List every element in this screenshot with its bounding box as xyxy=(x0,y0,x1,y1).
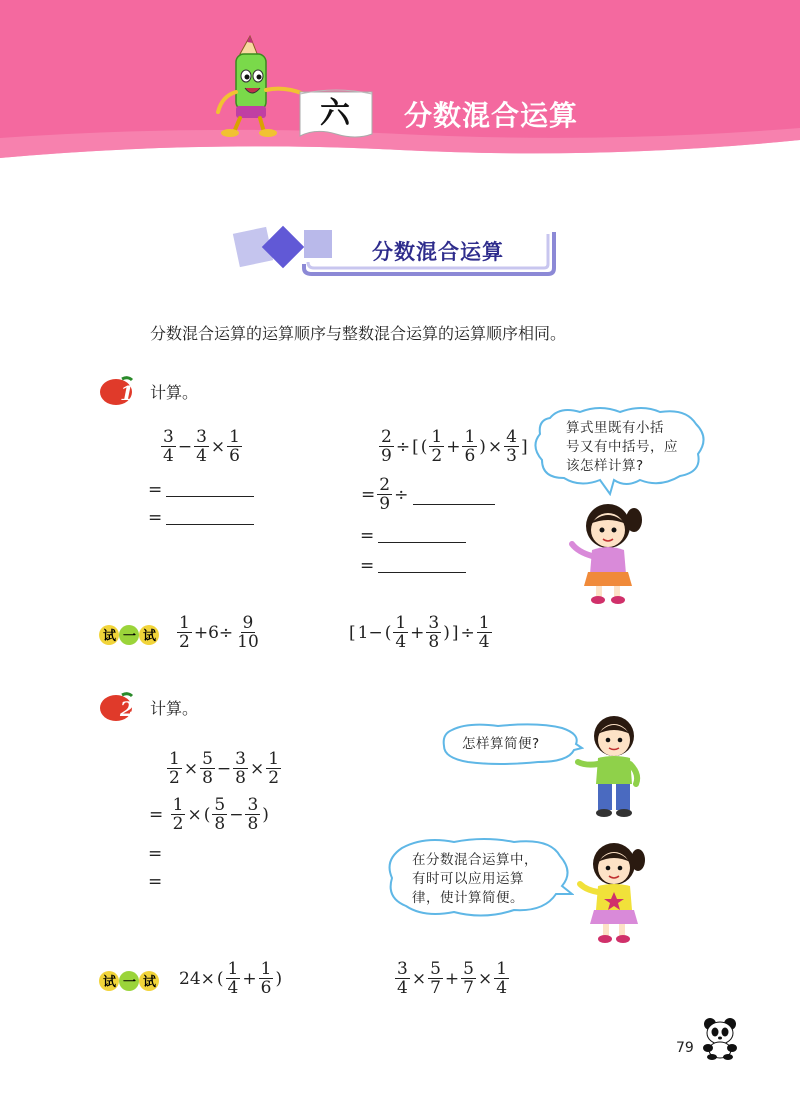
svg-text:一: 一 xyxy=(123,975,137,990)
bubble-text: 在分数混合运算中， 有时可以应用运算 律，使计算简便。 xyxy=(412,852,538,906)
svg-text:试: 试 xyxy=(103,975,117,990)
example2-step: = xyxy=(148,844,163,864)
page-number: 79 xyxy=(676,1040,694,1056)
panda-icon xyxy=(700,1016,740,1060)
svg-text:试: 试 xyxy=(143,629,157,644)
girl-character-icon xyxy=(568,496,652,608)
example1-left-step: = xyxy=(148,480,254,500)
example1-right-step: = $\frac{2}{9}$ ÷ xyxy=(360,476,495,513)
bubble-text: 算式里既有小括 号又有中括号，应 该怎样计算? xyxy=(566,420,678,474)
try-it-badge xyxy=(98,624,160,646)
example-number-badge xyxy=(98,374,146,408)
chapter-title: 分数混合运算 xyxy=(404,99,579,132)
chapter-number: 六 xyxy=(320,96,350,131)
boy-character-icon xyxy=(574,710,650,820)
example1-right-step: = xyxy=(360,556,466,576)
chapter-banner xyxy=(0,0,800,160)
section-title: 分数混合运算 xyxy=(372,239,504,264)
bubble-text: 怎样算简便? xyxy=(462,736,540,752)
example2-label: 计算。 xyxy=(150,699,199,718)
svg-text:试: 试 xyxy=(143,975,157,990)
svg-text:一: 一 xyxy=(123,629,137,644)
try1-expression-2: [ 1− ( $\frac{1}{4}$ + $\frac{3}{8}$ ) ] ÷ $\frac{1}{4}$ xyxy=(349,613,490,652)
example2-expression: $\frac{1}{2}$ × $\frac{5}{8}$ − $\frac{3}{8}$ × $\frac{1}{2}$ xyxy=(169,749,280,788)
example-number-badge xyxy=(98,690,146,724)
try1-expression-1: $\frac{1}{2}$ +6÷ $\frac{9}{10}$ xyxy=(179,613,259,652)
example-number: 2 xyxy=(120,697,134,721)
example1-left-expression: $\frac{3}{4}$ − $\frac{3}{4}$ × $\frac{1}{6}$ xyxy=(163,427,240,466)
try-it-badge xyxy=(98,970,160,992)
example2-step: = $\frac{1}{2}$ × ( $\frac{5}{8}$ − $\frac{3}{8}$ ) xyxy=(149,795,269,834)
example1-label: 计算。 xyxy=(150,383,199,402)
try2-expression-1: 24× ( $\frac{1}{4}$ + $\frac{1}{6}$ ) xyxy=(179,959,283,998)
girl-character-icon xyxy=(574,836,654,946)
try2-expression-2: $\frac{3}{4}$ × $\frac{5}{7}$ + $\frac{5}{7}$ × $\frac{1}{4}$ xyxy=(397,959,508,998)
example1-right-expression: $\frac{2}{9}$ ÷ [ ( $\frac{1}{2}$ + $\frac{1}{6}$ ) × $\frac{4}{3}$ ] xyxy=(381,427,528,466)
example2-step: = xyxy=(148,872,163,892)
svg-text:试: 试 xyxy=(103,629,117,644)
example-number: 1 xyxy=(120,381,134,405)
intro-text: 分数混合运算的运算顺序与整数混合运算的运算顺序相同。 xyxy=(150,324,567,343)
example1-right-step: = xyxy=(360,526,466,546)
example1-left-step: = xyxy=(148,508,254,528)
